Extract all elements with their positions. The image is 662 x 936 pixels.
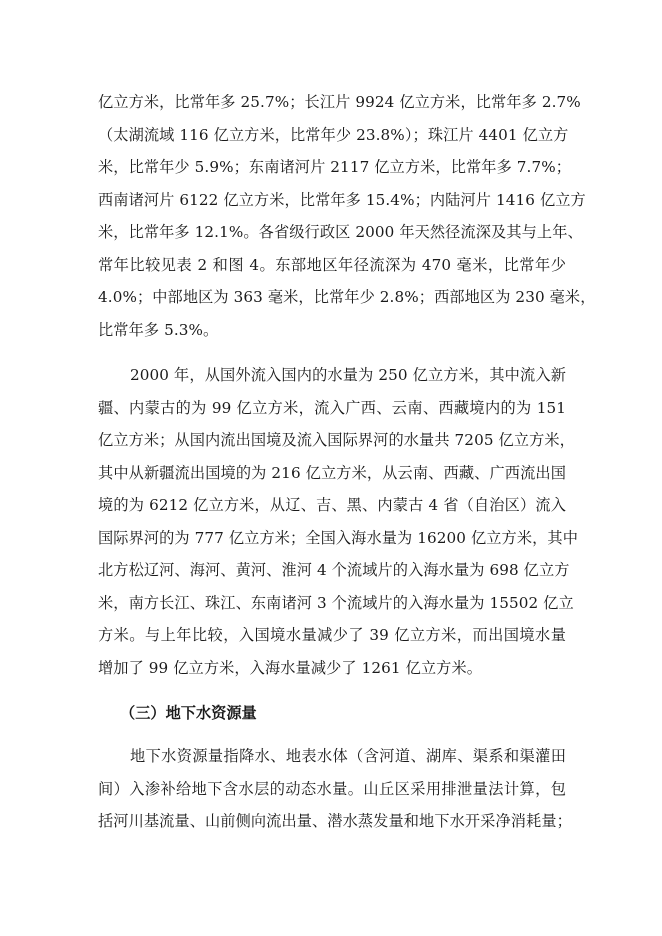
text-line: 疆、内蒙古的为 99 亿立方米，流入广西、云南、西藏境内的为 151: [98, 399, 566, 417]
text-line: （太湖流域 116 亿立方米，比常年少 23.8%）；珠江片 4401 亿立方: [98, 126, 569, 144]
text-line: 西南诸河片 6122 亿立方米，比常年多 15.4%；内陆河片 1416 亿立方: [98, 191, 586, 209]
text-line: 米，比常年少 5.9%；东南诸河片 2117 亿立方米，比常年多 7.7%；: [98, 158, 572, 176]
text-line: 境的为 6212 亿立方米，从辽、吉、黑、内蒙古 4 省（自治区）流入: [98, 496, 566, 514]
text-line: 2000 年，从国外流入国内的水量为 250 亿立方米，其中流入新: [130, 366, 566, 384]
text-line: 米，比常年多 12.1%。各省级行政区 2000 年天然径流深及其与上年、: [98, 223, 583, 241]
text-line: 北方松辽河、海河、黄河、淮河 4 个流域片的入海水量为 698 亿立方: [98, 561, 570, 579]
text-line: 亿立方米；从国内流出国境及流入国际界河的水量共 7205 亿立方米，: [98, 431, 575, 449]
text-line: 间）入渗补给地下含水层的动态水量。山丘区采用排泄量法计算，包: [98, 780, 566, 798]
text-line: 米，南方长江、珠江、东南诸河 3 个流域片的入海水量为 15502 亿立: [98, 594, 574, 612]
text-line: 亿立方米，比常年多 25.7%；长江片 9924 亿立方米，比常年多 2.7%: [98, 93, 581, 111]
text-line: 4.0%；中部地区为 363 毫米，比常年少 2.8%；西部地区为 230 毫米，: [98, 288, 596, 306]
text-line: 常年比较见表 2 和图 4。东部地区年径流深为 470 毫米，比常年少: [98, 256, 566, 274]
text-line: 比常年多 5.3%。: [98, 321, 219, 339]
text-line: 增加了 99 亿立方米，入海水量减少了 1261 亿立方米。: [98, 659, 483, 677]
text-line: 地下水资源量指降水、地表水体（含河道、湖库、渠系和渠灌田: [130, 747, 566, 765]
section-heading: （三）地下水资源量: [120, 704, 257, 722]
text-line: 括河川基流量、山前侧向流出量、潜水蒸发量和地下水开采净消耗量；: [98, 812, 572, 830]
text-line: 方米。与上年比较，入国境水量减少了 39 亿立方米，而出国境水量: [98, 626, 566, 644]
text-line: 国际界河的为 777 亿立方米；全国入海水量为 16200 亿立方米，其中: [98, 529, 578, 547]
text-line: 其中从新疆流出国境的为 216 亿立方米，从云南、西藏、广西流出国: [98, 464, 566, 482]
